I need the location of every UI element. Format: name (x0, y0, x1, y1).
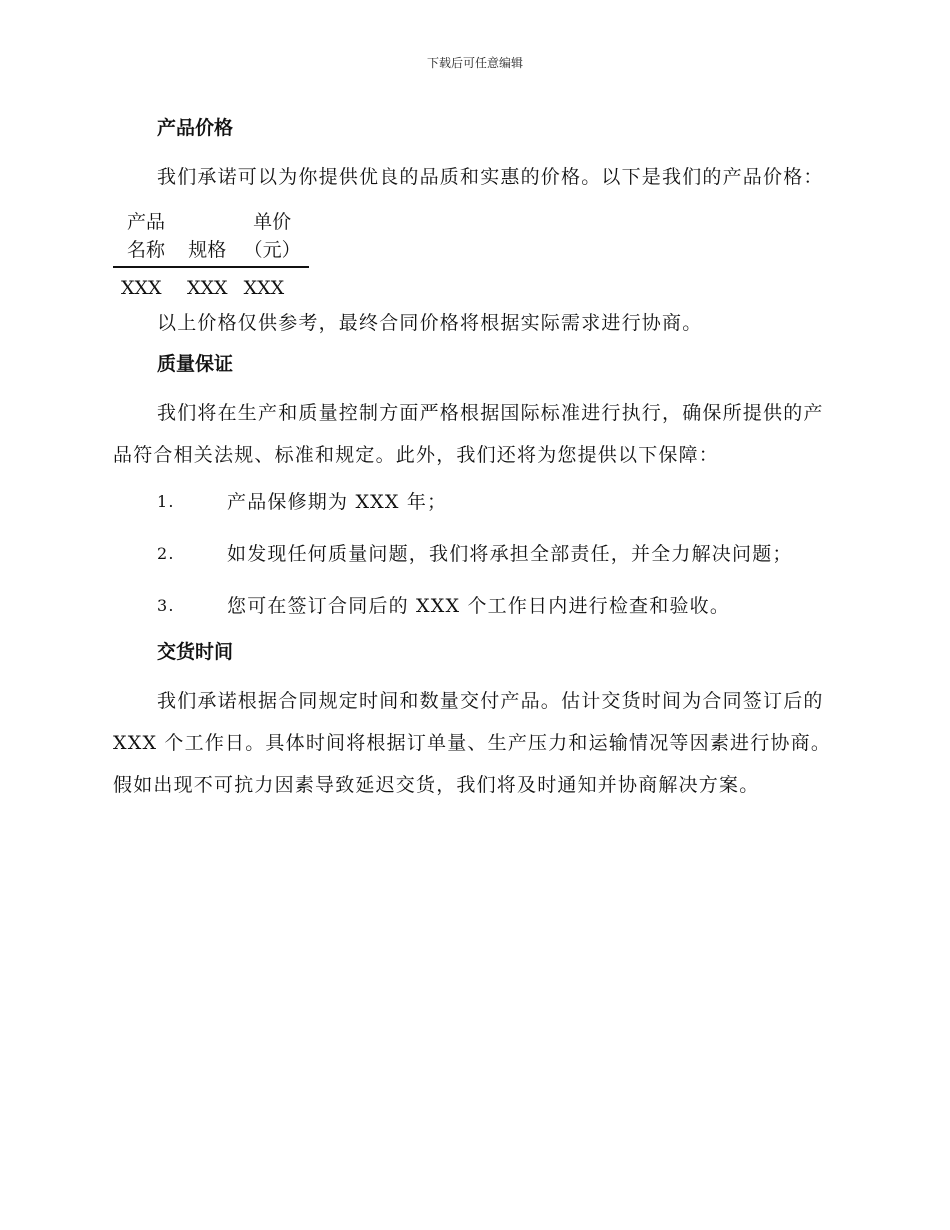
price-intro: 我们承诺可以为你提供优良的品质和实惠的价格。以下是我们的产品价格： (157, 166, 824, 188)
list-number: 1. (157, 492, 175, 511)
quality-intro: 我们将在生产和质量控制方面严格根据国际标准进行执行，确保所提供的产品符合相关法规、标准和规定。此外，我们还将为您提供以下保障： (113, 402, 824, 466)
col-spec: 规格 (179, 208, 236, 267)
heading-quality-assurance: 质量保证 (157, 353, 234, 375)
list-text: 产品保修期为 XXX 年； (227, 491, 448, 513)
price-note: 以上价格仅供参考，最终合同价格将根据实际需求进行协商。 (157, 312, 703, 334)
guarantee-list (113, 476, 833, 632)
cell-spec: XXX (187, 277, 228, 299)
table-row (113, 267, 309, 302)
list-text: 如发现任何质量问题，我们将承担全部责任，并全力解决问题； (227, 543, 793, 565)
col-unit-price: 单价（元） (236, 208, 309, 267)
price-table (113, 208, 309, 302)
list-item (113, 476, 833, 528)
cell-unit-price: XXX (243, 277, 285, 299)
list-item (113, 580, 833, 632)
list-number: 2. (157, 544, 175, 563)
delivery-body: 我们承诺根据合同规定时间和数量交付产品。估计交货时间为合同签订后的 XXX 个工作日。具体时间将根据订单量、生产压力和运输情况等因素进行协商。假如出现不可抗力因素导致延迟交货，我们将及时通知并协商解决方案。 (113, 690, 832, 796)
cell-product-name: XXX (121, 277, 162, 299)
heading-product-price: 产品价格 (157, 117, 234, 139)
list-item (113, 528, 833, 580)
list-number: 3. (157, 596, 175, 615)
list-text: 您可在签订合同后的 XXX 个工作日内进行检查和验收。 (227, 595, 731, 617)
table-header-row (113, 208, 309, 267)
header-note: 下载后可任意编辑 (426, 56, 523, 70)
heading-delivery-time: 交货时间 (157, 641, 234, 663)
col-product-name: 产品名称 (113, 208, 179, 267)
document-content (113, 108, 833, 806)
